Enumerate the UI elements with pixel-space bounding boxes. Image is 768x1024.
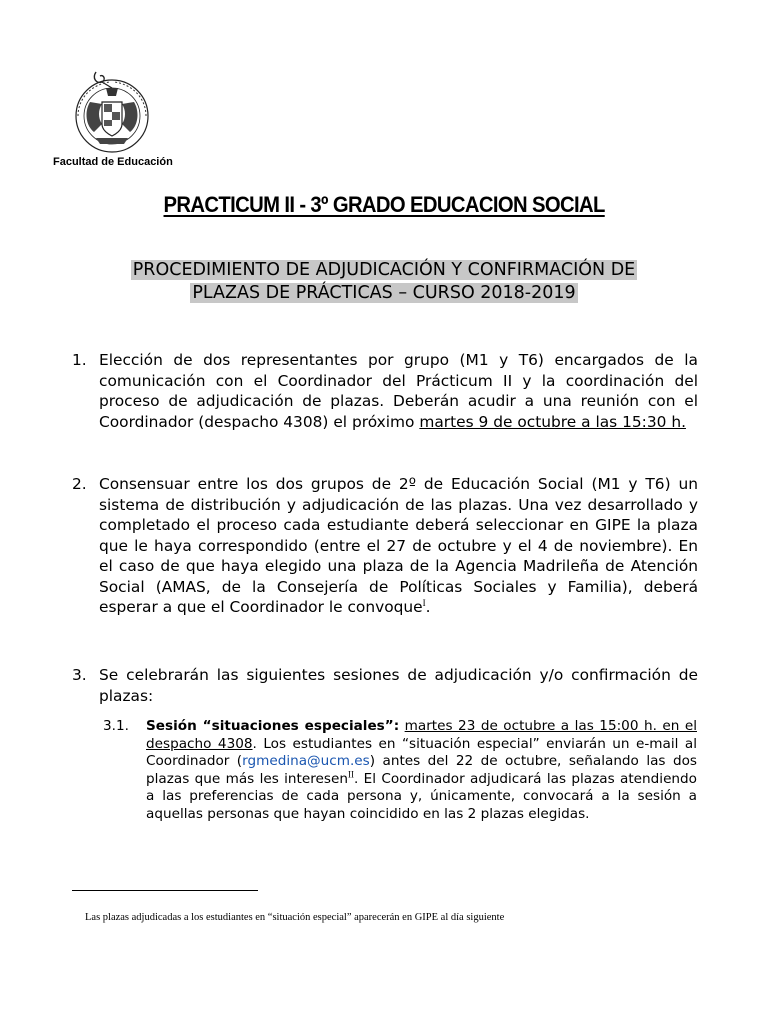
list-item — [72, 350, 698, 432]
footnote-divider — [72, 890, 258, 891]
subtitle-line-2: PLAZAS DE PRÁCTICAS – CURSO 2018-2019 — [192, 283, 576, 303]
list-item-text: Consensuar entre los dos grupos de 2º de Educación Social (M1 y T6) un sistema de distribución y adjudicación de las plazas. Una vez desarrollado y completado el proceso cada estudiante deberá seleccionar en GIPE la plaza que le haya correspondido (entre el 27 de octubre y el 4 de noviembre). En el caso de que haya elegido una plaza de la Agencia Madrileña de Atención Social (AMAS, de la Consejería de Políticas Sociales y Familia), deberá esperar a que el Coordinador le convoque — [99, 475, 698, 616]
meeting-date: martes 9 de octubre a las 15:30 h. — [419, 412, 686, 431]
faculty-name: Facultad de Educación — [53, 156, 173, 168]
sub-text-1: . Los estudiantes en “situación especial” enviarán un e-mail al Coordinador ( — [146, 735, 697, 769]
ucm-seal-icon — [66, 68, 158, 160]
list-item-end: . — [425, 598, 431, 616]
list-item-number: 1. — [72, 351, 87, 369]
list-item-text: Se celebrarán las siguientes sesiones de adjudicación y/o confirmación de plazas: — [99, 666, 698, 705]
coordinator-email-link[interactable]: rgmedina@ucm.es — [242, 753, 370, 769]
list-item-text: Elección de dos representantes por grupo (M1 y T6) encargados de la comunicación con el Coordinador del Prácticum II y la coordinación del proceso de adjudicación de plazas. Deberán acudir a una reunión con el Coordinador (despacho 4308) el próximo — [99, 351, 698, 431]
list-item-number: 2. — [72, 475, 87, 493]
list-item — [72, 474, 698, 618]
list-item-number: 3. — [72, 666, 87, 684]
subtitle-line-1: PROCEDIMIENTO DE ADJUDICACIÓN Y CONFIRMACIÓN DE — [132, 260, 636, 280]
sub-list-item-number: 3.1. — [103, 718, 129, 734]
page-title-text: PRACTICUM II - 3º GRADO EDUCACION SOCIAL — [163, 192, 605, 217]
footnote-text: Las plazas adjudicadas a los estudiantes en “situación especial” aparecerán en GIPE al día siguiente — [85, 912, 505, 923]
session-date: martes 23 de octubre a las 15:00 h. en el despacho 4308 — [146, 718, 697, 752]
footnote-ref: I — [422, 597, 426, 608]
sub-list-item — [103, 718, 697, 823]
list-item — [72, 665, 698, 706]
sub-text-2: ) antes del 22 de octubre, señalando las dos plazas que más les interesen — [146, 753, 697, 787]
session-title: Sesión “situaciones especiales”: — [146, 718, 400, 734]
sub-text-3: . El Coordinador adjudicará las plazas atendiendo a las preferencias de cada persona y, únicamente, convocará a la sesión a aquellas personas que hayan coincidido en las 2 plazas elegidas. — [146, 770, 697, 822]
page-title — [0, 192, 768, 218]
footnote-ref: II — [347, 768, 354, 779]
document-subtitle — [0, 259, 768, 305]
